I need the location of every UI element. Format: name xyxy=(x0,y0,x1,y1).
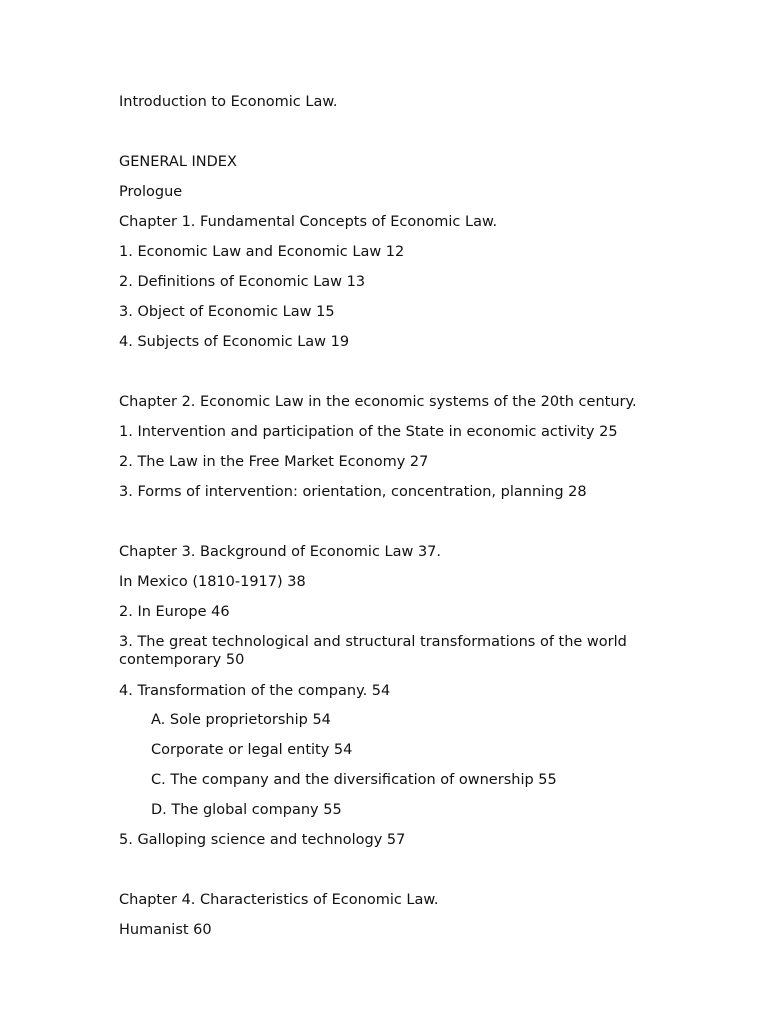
toc-entry: 1. Economic Law and Economic Law 12 xyxy=(119,244,405,260)
toc-subentry: A. Sole proprietorship 54 xyxy=(151,712,331,728)
chapter2-heading: Chapter 2. Economic Law in the economic systems of the 20th century. xyxy=(119,394,637,410)
toc-entry: In Mexico (1810-1917) 38 xyxy=(119,574,306,590)
toc-entry: 3. The great technological and structural transformations of the world contemporary 50 xyxy=(119,634,627,668)
toc-subentry: C. The company and the diversification of ownership 55 xyxy=(151,772,557,788)
index-heading: GENERAL INDEX xyxy=(119,154,237,170)
toc-entry: 3. Object of Economic Law 15 xyxy=(119,304,335,320)
toc-subentry: Corporate or legal entity 54 xyxy=(151,742,353,758)
toc-entry: 1. Intervention and participation of the State in economic activity 25 xyxy=(119,424,618,440)
toc-entry: 5. Galloping science and technology 57 xyxy=(119,832,406,848)
toc-entry: 2. The Law in the Free Market Economy 27 xyxy=(119,454,429,470)
chapter3-heading: Chapter 3. Background of Economic Law 37. xyxy=(119,544,442,560)
chapter1-heading: Chapter 1. Fundamental Concepts of Economic Law. xyxy=(119,214,498,230)
toc-entry: 3. Forms of intervention: orientation, concentration, planning 28 xyxy=(119,484,587,500)
toc-subentry: D. The global company 55 xyxy=(151,802,342,818)
chapter4-heading: Chapter 4. Characteristics of Economic Law. xyxy=(119,892,439,908)
document-title: Introduction to Economic Law. xyxy=(119,94,338,110)
toc-entry: 2. Definitions of Economic Law 13 xyxy=(119,274,366,290)
toc-entry: 2. In Europe 46 xyxy=(119,604,230,620)
toc-entry: Humanist 60 xyxy=(119,922,212,938)
prologue-entry: Prologue xyxy=(119,184,183,200)
toc-entry: 4. Subjects of Economic Law 19 xyxy=(119,334,350,350)
toc-entry: 4. Transformation of the company. 54 xyxy=(119,683,391,699)
